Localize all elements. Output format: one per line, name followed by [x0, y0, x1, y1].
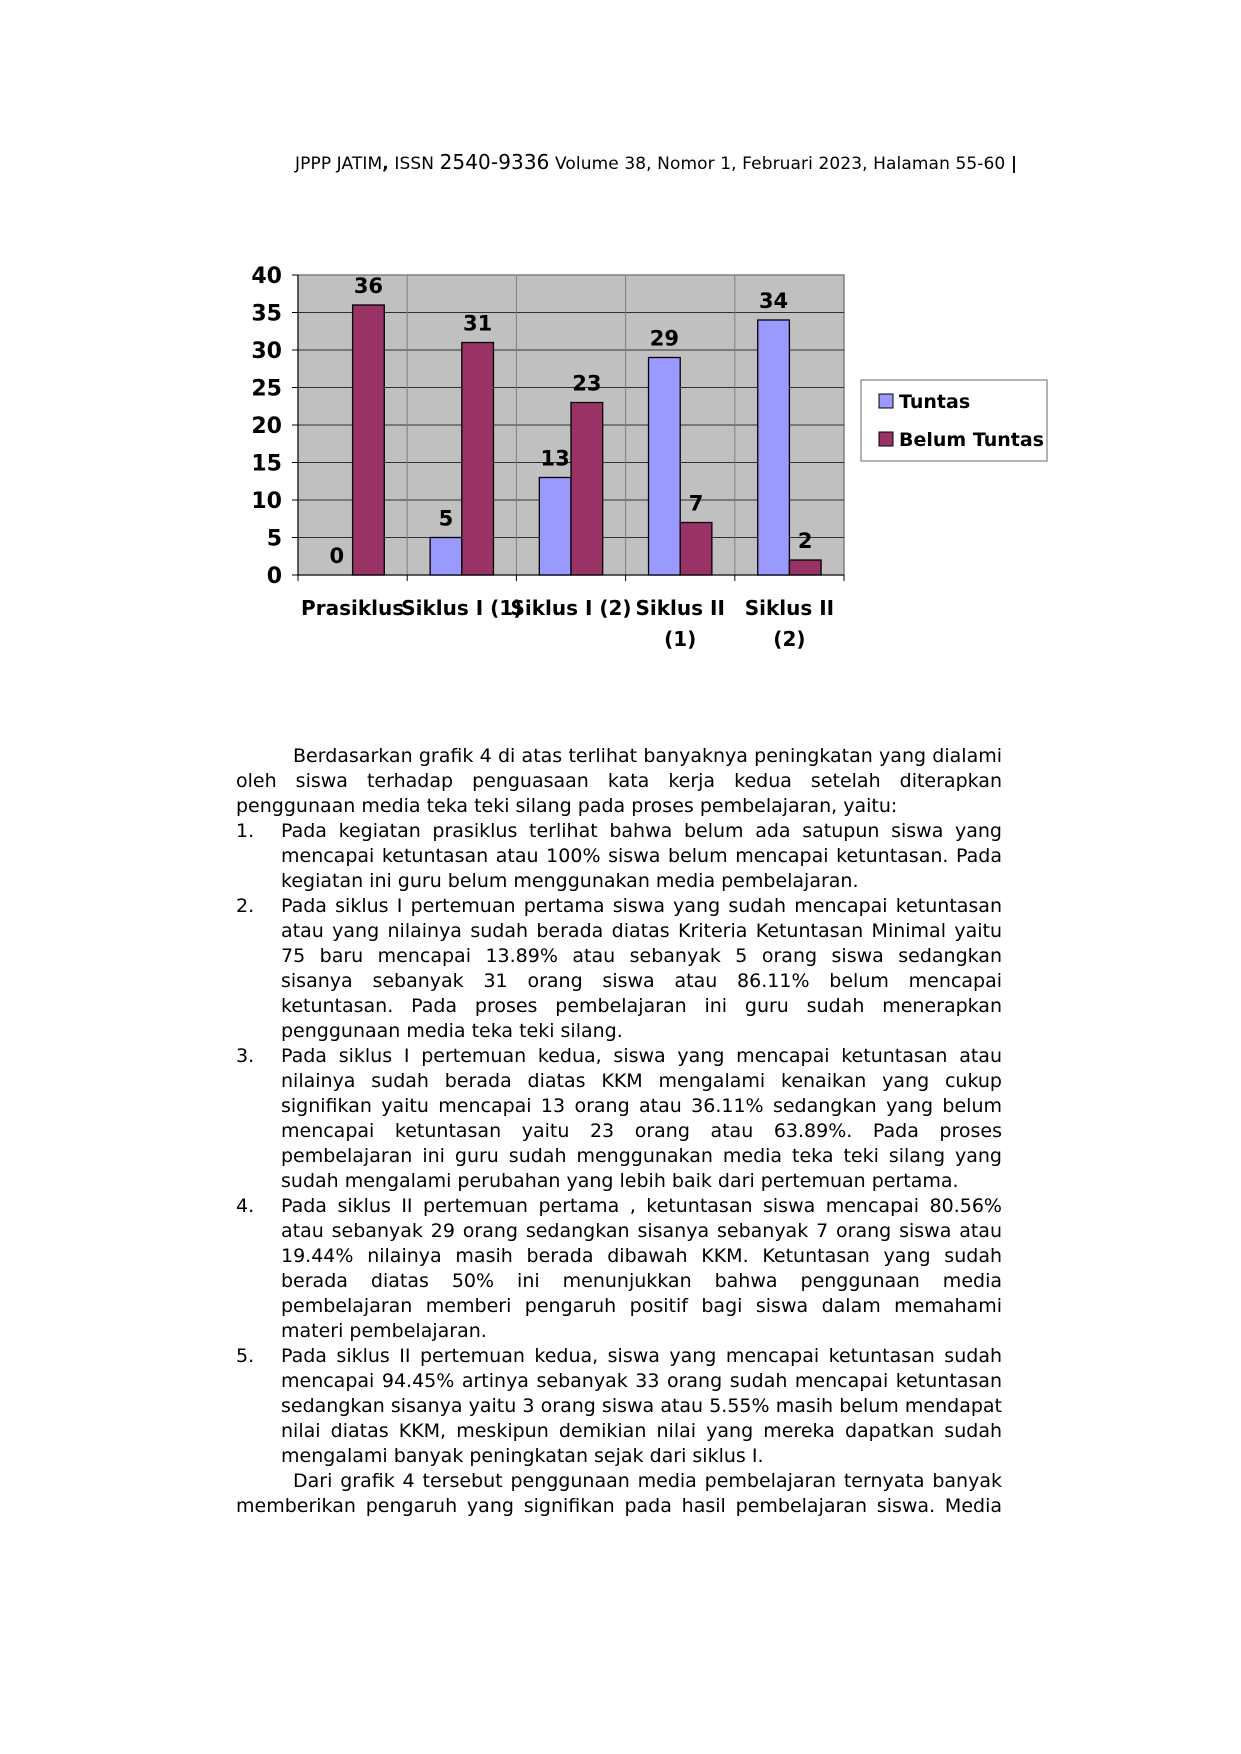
bar-tuntas — [649, 358, 681, 576]
list-item-text: Pada siklus I pertemuan pertama siswa yang sudah mencapai ketuntasan atau yang nilainya sudah berada diatas Kriteria Ketuntasan Minimal yaitu 75 baru mencapai 13.89% atau sebanyak 5 orang siswa sedangkan sisanya sebanyak 31 orang siswa atau 86.11% belum mencapai ketuntasan. Pada proses pembelajaran ini guru sudah menerapkan penggunaan media teka teki silang. — [281, 895, 1002, 1042]
x-category-label: Siklus I (2) — [510, 596, 632, 620]
issn-number: 2540-9336 — [439, 150, 550, 174]
list-number: 4. — [236, 1195, 255, 1217]
data-label: 29 — [649, 326, 679, 351]
data-label: 0 — [329, 544, 345, 568]
bar-tuntas — [758, 320, 790, 575]
list-item-text: Pada kegiatan prasiklus terlihat bahwa belum ada satupun siswa yang mencapai ketuntasan atau 100% siswa belum mencapai ketuntasan. Pada kegiatan ini guru belum menggunakan media pembelajaran. — [281, 820, 1002, 892]
journal-name: JPPP JATIM — [295, 154, 383, 174]
bar-tuntas — [539, 478, 571, 576]
bar-belum-tuntas — [680, 523, 712, 576]
list-number: 2. — [236, 895, 255, 917]
legend-label: Belum Tuntas — [899, 429, 1044, 451]
bar-belum-tuntas — [571, 403, 603, 576]
data-label: 7 — [688, 491, 704, 516]
y-tick-label: 5 — [266, 526, 282, 552]
data-label: 2 — [797, 529, 813, 553]
x-category-label: Siklus I (1) — [401, 596, 523, 620]
list-item-text: Pada siklus II pertemuan pertama , ketuntasan siswa mencapai 80.56% atau sebanyak 29 orang sedangkan sisanya sebanyak 7 orang siswa atau 19.44% nilainya masih berada dibawah KKM. Ketuntasan yang sudah berada diatas 50% ini menunjukkan bahwa penggunaan media pembelajaran memberi pengaruh positif bagi siswa dalam memahami materi pembelajaran. — [281, 1195, 1002, 1342]
data-label: 31 — [463, 311, 493, 336]
list-number: 3. — [236, 1045, 255, 1067]
list-item-text: Pada siklus I pertemuan kedua, siswa yang mencapai ketuntasan atau nilainya sudah berada diatas KKM mengalami kenaikan yang cukup signifikan yaitu mencapai 13 orang atau 36.11% sedangkan yang belum mencapai ketuntasan yaitu 23 orang atau 63.89%. Pada proses pembelajaran ini guru sudah menggunakan media teka teki silang yang sudah mengalami perubahan yang lebih baik dari pertemuan pertama. — [281, 1045, 1002, 1192]
list-item-text: Pada siklus II pertemuan kedua, siswa yang mencapai ketuntasan sudah mencapai 94.45% artinya sebanyak 33 orang sudah mencapai ketuntasan sedangkan sisanya yaitu 3 orang siswa atau 5.55% masih belum mendapat nilai diatas KKM, meskipun demikian nilai yang mereka dapatkan sudah mengalami banyak peningkatan sejak dari siklus I. — [281, 1345, 1002, 1467]
issn-label: ISSN — [394, 154, 435, 174]
y-tick-label: 0 — [266, 564, 282, 589]
legend-swatch — [879, 432, 893, 446]
data-label: 13 — [540, 446, 570, 471]
y-tick-label: 10 — [251, 489, 282, 514]
legend-swatch — [879, 394, 893, 408]
list-item — [236, 894, 1002, 1044]
x-category-label: Prasiklus — [301, 596, 405, 620]
x-category-label: (2) — [773, 627, 806, 651]
x-category-label: (1) — [664, 627, 697, 651]
y-tick-label: 20 — [251, 414, 282, 439]
volume-info: Volume 38, Nomor 1, Februari 2023, Halaman 55-60 — [555, 154, 1006, 174]
y-tick-label: 40 — [251, 264, 282, 289]
list-item — [236, 819, 1002, 894]
header-separator: | — [1010, 154, 1018, 174]
bar-belum-tuntas — [789, 560, 821, 575]
bar-chart — [230, 255, 1070, 655]
data-label: 5 — [438, 506, 454, 531]
data-label: 23 — [572, 371, 602, 396]
intro-paragraph: Berdasarkan grafik 4 di atas terlihat banyaknya peningkatan yang dialami oleh siswa terhadap penguasaan kata kerja kedua setelah diterapkan penggunaan media teka teki silang pada proses pembelajaran, yaitu: — [236, 745, 1002, 817]
data-label: 34 — [758, 289, 789, 313]
list-number: 5. — [236, 1345, 255, 1367]
legend-label: Tuntas — [899, 391, 971, 413]
findings-list — [236, 819, 1002, 1469]
list-number: 1. — [236, 820, 255, 842]
closing-paragraph: Dari grafik 4 tersebut penggunaan media pembelajaran ternyata banyak memberikan pengaruh yang signifikan pada hasil pembelajaran siswa. Media — [236, 1470, 1002, 1517]
header-comma: , — [382, 154, 389, 174]
body-text — [236, 744, 1002, 1519]
running-header — [295, 150, 1017, 174]
y-tick-label: 35 — [251, 301, 282, 327]
list-item — [236, 1044, 1002, 1194]
bar-belum-tuntas — [462, 343, 494, 576]
y-tick-label: 25 — [251, 376, 282, 402]
list-item — [236, 1344, 1002, 1469]
y-tick-label: 30 — [251, 339, 282, 364]
x-category-label: Siklus II — [744, 596, 835, 620]
data-label: 36 — [353, 274, 384, 298]
x-category-label: Siklus II — [635, 596, 725, 620]
y-tick-label: 15 — [251, 451, 282, 477]
list-item — [236, 1194, 1002, 1344]
bar-tuntas — [430, 538, 462, 576]
bar-belum-tuntas — [353, 305, 385, 575]
